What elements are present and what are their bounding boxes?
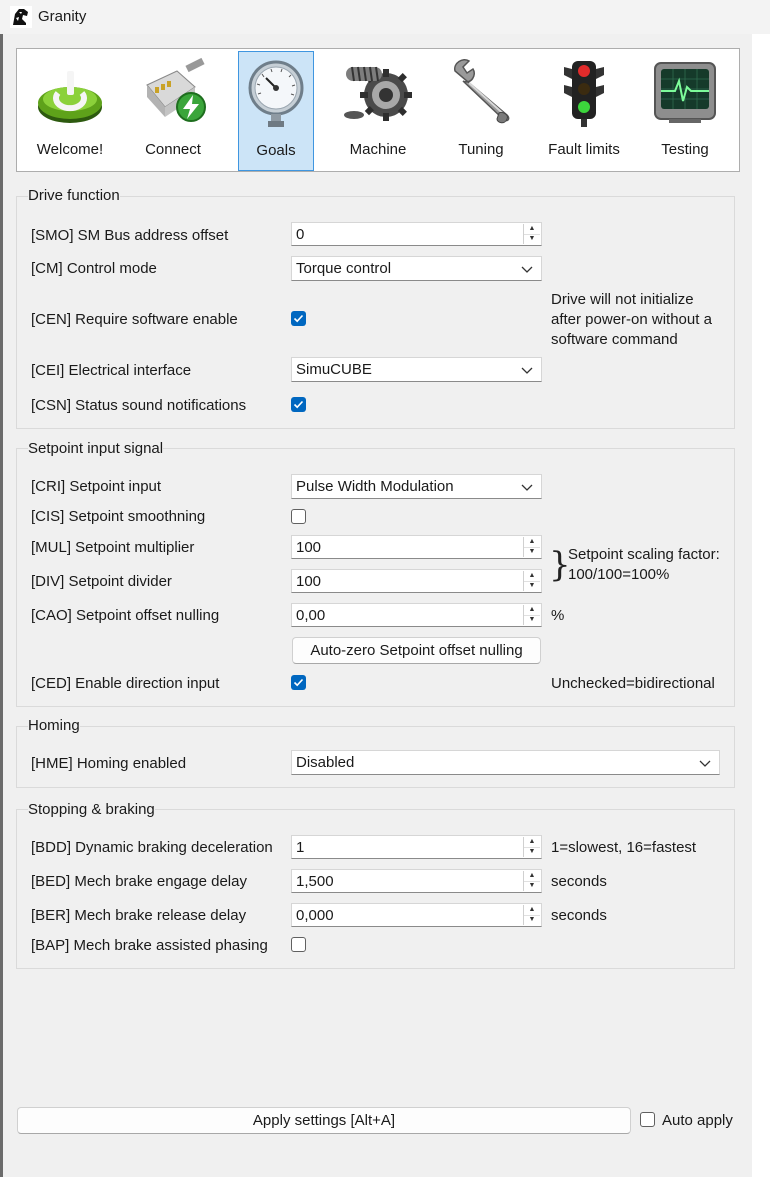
spin-up-icon[interactable]: ▲ — [524, 537, 540, 548]
window-left-edge — [0, 34, 3, 1177]
traffic-light-icon — [546, 57, 622, 133]
apply-settings-button[interactable]: Apply settings [Alt+A] — [17, 1107, 631, 1134]
scaling-note-line-1: Setpoint scaling factor: — [568, 546, 720, 563]
setpoint-title: Setpoint input signal — [28, 440, 164, 457]
cei-value: SimuCUBE — [296, 361, 372, 378]
checkmark-icon — [292, 398, 305, 411]
cen-note-line-3: software command — [551, 331, 678, 348]
bap-label: [BAP] Mech brake assisted phasing — [31, 937, 268, 954]
bed-spinbox[interactable] — [291, 869, 542, 893]
div-spinbox[interactable] — [291, 569, 542, 593]
spin-up-icon[interactable]: ▲ — [524, 605, 540, 616]
cao-label: [CAO] Setpoint offset nulling — [31, 607, 220, 624]
tab-machine[interactable] — [340, 51, 416, 171]
stopping-title: Stopping & braking — [28, 801, 155, 818]
spin-up-icon[interactable]: ▲ — [524, 571, 540, 582]
window-right-strip — [752, 34, 770, 1177]
tab-testing[interactable] — [647, 51, 723, 171]
ber-unit: seconds — [551, 907, 607, 924]
cen-note-line-2: after power-on without a — [551, 311, 712, 328]
ber-value: 0,000 — [296, 907, 334, 924]
ber-label: [BER] Mech brake release delay — [31, 907, 247, 924]
csn-label: [CSN] Status sound notifications — [31, 397, 247, 414]
mul-value: 100 — [296, 539, 322, 556]
bdd-label: [BDD] Dynamic braking deceleration — [31, 839, 273, 856]
cao-spinbox[interactable] — [291, 603, 542, 627]
cis-checkbox[interactable] — [291, 509, 306, 524]
scaling-note — [568, 545, 720, 585]
cis-label: [CIS] Setpoint smoothning — [31, 508, 206, 525]
cao-spin-arrows[interactable] — [523, 605, 539, 625]
ced-note: Unchecked=bidirectional — [551, 675, 715, 692]
chevron-down-icon — [699, 757, 711, 769]
hme-value: Disabled — [296, 754, 355, 771]
cen-checkbox[interactable] — [291, 311, 306, 326]
spin-up-icon[interactable]: ▲ — [524, 905, 540, 916]
hme-label: [HME] Homing enabled — [31, 755, 187, 772]
bdd-spin-arrows[interactable] — [523, 837, 539, 857]
autozero-button[interactable]: Auto-zero Setpoint offset nulling — [292, 637, 541, 664]
bed-unit: seconds — [551, 873, 607, 890]
bdd-value: 1 — [296, 839, 305, 856]
pressure-gauge-icon — [239, 58, 313, 134]
cm-value: Torque control — [296, 260, 392, 277]
power-button-icon — [32, 57, 108, 133]
tab-connect[interactable] — [135, 51, 211, 171]
bed-label: [BED] Mech brake engage delay — [31, 873, 247, 890]
csn-checkbox[interactable] — [291, 397, 306, 412]
ber-spinbox[interactable] — [291, 903, 542, 927]
cri-value: Pulse Width Modulation — [296, 478, 454, 495]
tab-welcome-label: Welcome! — [36, 141, 104, 158]
mul-spinbox[interactable] — [291, 535, 542, 559]
spin-down-icon[interactable]: ▼ — [528, 548, 536, 555]
bed-value: 1,500 — [296, 873, 334, 890]
cen-note-line-1: Drive will not initialize — [551, 291, 694, 308]
spin-up-icon[interactable]: ▲ — [524, 837, 540, 848]
spin-down-icon[interactable]: ▼ — [528, 582, 536, 589]
tab-tuning[interactable] — [443, 51, 519, 171]
tab-machine-label: Machine — [349, 141, 407, 158]
cri-combobox[interactable] — [291, 474, 542, 499]
cm-combobox[interactable] — [291, 256, 542, 281]
scaling-brace: } — [549, 545, 571, 585]
smo-spin-arrows[interactable] — [523, 224, 539, 244]
mul-label: [MUL] Setpoint multiplier — [31, 539, 195, 556]
ber-spin-arrows[interactable] — [523, 905, 539, 925]
smo-spinbox[interactable] — [291, 222, 542, 246]
title-bar — [0, 0, 770, 34]
spin-down-icon[interactable]: ▼ — [528, 235, 536, 242]
tab-fault-limits-label: Fault limits — [548, 141, 620, 158]
cen-note — [551, 290, 712, 350]
spin-down-icon[interactable]: ▼ — [528, 882, 536, 889]
spin-down-icon[interactable]: ▼ — [528, 916, 536, 923]
granity-logo-icon — [10, 6, 32, 28]
bap-checkbox[interactable] — [291, 937, 306, 952]
mul-spin-arrows[interactable] — [523, 537, 539, 557]
checkmark-icon — [292, 676, 305, 689]
scaling-note-line-2: 100/100=100% — [568, 566, 670, 583]
oscilloscope-monitor-icon — [647, 57, 723, 133]
ced-label: [CED] Enable direction input — [31, 675, 220, 692]
ced-checkbox[interactable] — [291, 675, 306, 690]
smo-value: 0 — [296, 226, 305, 243]
checkmark-icon — [292, 312, 305, 325]
cen-label: [CEN] Require software enable — [31, 311, 238, 328]
cei-combobox[interactable] — [291, 357, 542, 382]
spin-up-icon[interactable]: ▲ — [524, 224, 540, 235]
tab-tuning-label: Tuning — [458, 141, 504, 158]
spin-down-icon[interactable]: ▼ — [528, 616, 536, 623]
window-title: Granity — [38, 8, 87, 25]
div-value: 100 — [296, 573, 322, 590]
tab-welcome[interactable] — [32, 51, 108, 171]
auto-apply-label: Auto apply — [662, 1112, 733, 1129]
gears-icon — [340, 57, 416, 133]
homing-title: Homing — [28, 717, 80, 734]
bdd-spinbox[interactable] — [291, 835, 542, 859]
tab-connect-label: Connect — [145, 141, 201, 158]
div-label: [DIV] Setpoint divider — [31, 573, 172, 590]
tab-fault-limits[interactable] — [546, 51, 622, 171]
drive-function-title: Drive function — [28, 187, 120, 204]
cei-label: [CEI] Electrical interface — [31, 362, 192, 379]
wrench-icon — [443, 57, 519, 133]
chevron-down-icon — [521, 364, 533, 376]
tab-goals-label: Goals — [256, 142, 296, 159]
bdd-note: 1=slowest, 16=fastest — [551, 839, 697, 856]
hme-combobox[interactable] — [291, 750, 720, 775]
main-toolbar — [16, 48, 740, 172]
spin-up-icon[interactable]: ▲ — [524, 871, 540, 882]
cri-label: [CRI] Setpoint input — [31, 478, 162, 495]
network-connector-icon — [135, 57, 211, 133]
tab-testing-label: Testing — [661, 141, 709, 158]
div-spin-arrows[interactable] — [523, 571, 539, 591]
cm-label: [CM] Control mode — [31, 260, 157, 277]
tab-goals[interactable] — [238, 51, 314, 171]
spin-down-icon[interactable]: ▼ — [528, 848, 536, 855]
chevron-down-icon — [521, 481, 533, 493]
chevron-down-icon — [521, 263, 533, 275]
auto-apply-checkbox[interactable] — [640, 1112, 655, 1127]
cao-value: 0,00 — [296, 607, 326, 624]
smo-label: [SMO] SM Bus address offset — [31, 227, 229, 244]
cao-unit: % — [551, 607, 565, 624]
bed-spin-arrows[interactable] — [523, 871, 539, 891]
